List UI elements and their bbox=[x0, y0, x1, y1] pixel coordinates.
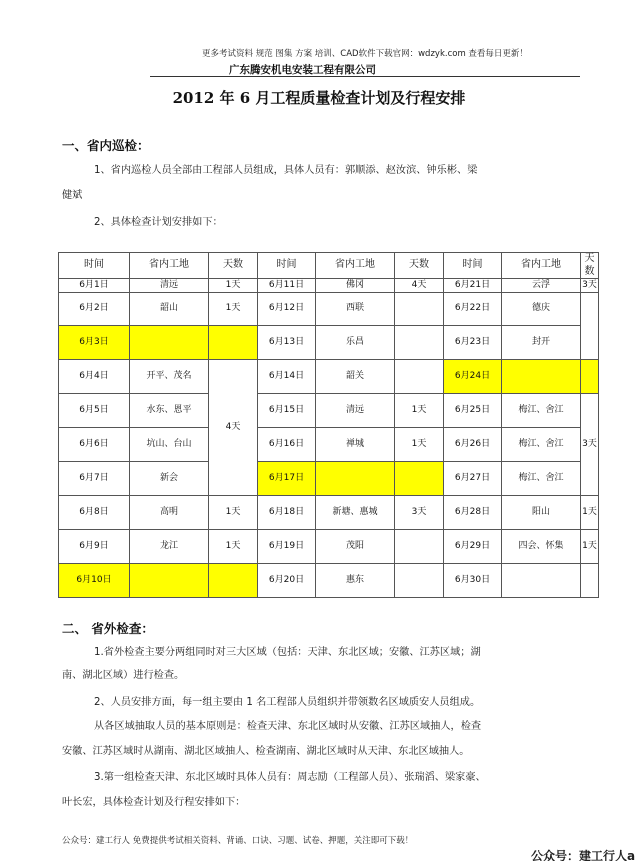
section1-para1-line1: 1、省内巡检人员全部由工程部人员组成，具体人员有：郭顺添、赵汝滨、钟乐彬、梁 bbox=[94, 165, 478, 176]
date-cell: 6月21日 bbox=[444, 279, 502, 293]
site-cell: 清远 bbox=[316, 394, 395, 428]
section2-para1-line2: 南、湖北区域）进行检查。 bbox=[62, 670, 185, 681]
days-cell: 1天 bbox=[581, 530, 599, 564]
days-cell bbox=[395, 326, 444, 360]
site-cell: 水东、恩平 bbox=[130, 394, 209, 428]
top-note: 更多考试资料 规范 图集 方案 培训、CAD软件下载官网：wdzyk.com 查看每日更新！ bbox=[202, 49, 528, 59]
date-cell: 6月14日 bbox=[258, 360, 316, 394]
days-cell: 3天 bbox=[581, 279, 599, 293]
site-cell: 坑山、台山 bbox=[130, 428, 209, 462]
date-cell-highlighted: 6月3日 bbox=[59, 326, 130, 360]
site-cell-highlighted bbox=[130, 564, 209, 598]
site-cell: 韶山 bbox=[130, 293, 209, 326]
site-cell: 阳山 bbox=[502, 496, 581, 530]
date-cell: 6月12日 bbox=[258, 293, 316, 326]
date-cell-highlighted: 6月10日 bbox=[59, 564, 130, 598]
site-cell: 德庆 bbox=[502, 293, 581, 326]
days-cell bbox=[581, 293, 599, 360]
header-cell: 天数 bbox=[581, 253, 599, 279]
site-cell: 龙江 bbox=[130, 530, 209, 564]
header-cell: 省内工地 bbox=[130, 253, 209, 279]
date-cell: 6月2日 bbox=[59, 293, 130, 326]
site-cell bbox=[502, 564, 581, 598]
site-cell-highlighted bbox=[130, 326, 209, 360]
days-cell: 4天 bbox=[209, 360, 258, 496]
date-cell: 6月4日 bbox=[59, 360, 130, 394]
date-cell: 6月19日 bbox=[258, 530, 316, 564]
days-cell-highlighted bbox=[395, 462, 444, 496]
days-cell bbox=[581, 564, 599, 598]
days-cell bbox=[395, 530, 444, 564]
header-cell: 时间 bbox=[444, 253, 502, 279]
site-cell: 惠东 bbox=[316, 564, 395, 598]
date-cell: 6月16日 bbox=[258, 428, 316, 462]
days-cell: 3天 bbox=[581, 394, 599, 496]
section2-heading: 二、 省外检查： bbox=[62, 621, 154, 636]
date-cell: 6月13日 bbox=[258, 326, 316, 360]
table-row bbox=[59, 326, 599, 360]
table-header-row bbox=[59, 253, 599, 279]
days-cell: 3天 bbox=[395, 496, 444, 530]
days-cell: 1天 bbox=[395, 394, 444, 428]
days-cell: 4天 bbox=[395, 279, 444, 293]
site-cell: 西联 bbox=[316, 293, 395, 326]
date-cell: 6月7日 bbox=[59, 462, 130, 496]
site-cell: 云浮 bbox=[502, 279, 581, 293]
table-row bbox=[59, 564, 599, 598]
date-cell-highlighted: 6月24日 bbox=[444, 360, 502, 394]
site-cell: 韶关 bbox=[316, 360, 395, 394]
section2-para1-line1: 1.省外检查主要分两组同时对三大区域（包括：天津、东北区域；安徽、江苏区域；湖 bbox=[94, 647, 481, 658]
table-row bbox=[59, 293, 599, 326]
date-cell: 6月8日 bbox=[59, 496, 130, 530]
days-cell: 1天 bbox=[209, 279, 258, 293]
table-row bbox=[59, 462, 599, 496]
header-rule bbox=[150, 76, 580, 77]
days-cell: 1天 bbox=[209, 293, 258, 326]
date-cell: 6月11日 bbox=[258, 279, 316, 293]
date-cell: 6月26日 bbox=[444, 428, 502, 462]
date-cell: 6月20日 bbox=[258, 564, 316, 598]
date-cell: 6月30日 bbox=[444, 564, 502, 598]
section1-para2: 2、具体检查计划安排如下： bbox=[94, 217, 223, 228]
date-cell: 6月18日 bbox=[258, 496, 316, 530]
date-cell: 6月27日 bbox=[444, 462, 502, 496]
section2-para2: 2、人员安排方面，每一组主要由 1 名工程部人员组织并带领数名区域质安人员组成。 bbox=[94, 697, 481, 708]
date-cell: 6月5日 bbox=[59, 394, 130, 428]
days-cell-highlighted bbox=[209, 564, 258, 598]
site-cell: 开平、茂名 bbox=[130, 360, 209, 394]
site-cell: 清远 bbox=[130, 279, 209, 293]
section1-para1-line2: 健斌 bbox=[62, 190, 83, 201]
page-title: 2012 年 6 月工程质量检查计划及行程安排 bbox=[172, 89, 466, 107]
site-cell: 四会、怀集 bbox=[502, 530, 581, 564]
site-cell-highlighted bbox=[502, 360, 581, 394]
days-cell: 1天 bbox=[395, 428, 444, 462]
site-cell: 佛冈 bbox=[316, 279, 395, 293]
site-cell: 乐昌 bbox=[316, 326, 395, 360]
site-cell-highlighted bbox=[316, 462, 395, 496]
site-cell: 禅城 bbox=[316, 428, 395, 462]
header-cell: 时间 bbox=[59, 253, 130, 279]
site-cell: 新塘、惠城 bbox=[316, 496, 395, 530]
section2-para3-line2: 安徽、江苏区域时从湖南、湖北区域抽人、检查湖南、湖北区域时从天津、东北区域抽人。 bbox=[62, 746, 470, 757]
table-row bbox=[59, 360, 599, 394]
date-cell: 6月22日 bbox=[444, 293, 502, 326]
section1-heading: 一、省内巡检： bbox=[62, 138, 150, 153]
section2-para4-line2: 叶长宏，具体检查计划及行程安排如下： bbox=[62, 797, 246, 808]
date-cell: 6月9日 bbox=[59, 530, 130, 564]
days-cell-highlighted bbox=[209, 326, 258, 360]
site-cell: 梅江、舍江 bbox=[502, 428, 581, 462]
site-cell: 封开 bbox=[502, 326, 581, 360]
days-cell: 1天 bbox=[581, 496, 599, 530]
date-cell: 6月6日 bbox=[59, 428, 130, 462]
date-cell: 6月25日 bbox=[444, 394, 502, 428]
site-cell: 高明 bbox=[130, 496, 209, 530]
site-cell: 梅江、舍江 bbox=[502, 394, 581, 428]
date-cell: 6月15日 bbox=[258, 394, 316, 428]
footer-note: 公众号：建工行人 免费提供考试相关资料、背诵、口诀、习题、试卷、押题，关注即可下载！ bbox=[62, 836, 414, 846]
date-cell: 6月28日 bbox=[444, 496, 502, 530]
table-row bbox=[59, 530, 599, 564]
site-cell: 新会 bbox=[130, 462, 209, 496]
header-cell: 时间 bbox=[258, 253, 316, 279]
days-cell: 1天 bbox=[209, 530, 258, 564]
table-row bbox=[59, 279, 599, 293]
header-cell: 省内工地 bbox=[502, 253, 581, 279]
days-cell: 1天 bbox=[209, 496, 258, 530]
section2-para3-line1: 从各区域抽取人员的基本原则是：检查天津、东北区域时从安徽、江苏区域抽人，检查 bbox=[94, 721, 482, 732]
header-cell: 省内工地 bbox=[316, 253, 395, 279]
company-name: 广东腾安机电安装工程有限公司 bbox=[229, 64, 376, 76]
site-cell: 茂阳 bbox=[316, 530, 395, 564]
days-cell bbox=[395, 360, 444, 394]
date-cell: 6月23日 bbox=[444, 326, 502, 360]
date-cell: 6月1日 bbox=[59, 279, 130, 293]
days-cell bbox=[395, 564, 444, 598]
days-cell bbox=[395, 293, 444, 326]
watermark: 公众号：建工行人a bbox=[531, 849, 636, 861]
table-row bbox=[59, 394, 599, 428]
table-row bbox=[59, 496, 599, 530]
site-cell: 梅江、舍江 bbox=[502, 462, 581, 496]
date-cell: 6月29日 bbox=[444, 530, 502, 564]
date-cell-highlighted: 6月17日 bbox=[258, 462, 316, 496]
header-cell: 天数 bbox=[395, 253, 444, 279]
schedule-table bbox=[58, 252, 599, 598]
days-cell-highlighted bbox=[581, 360, 599, 394]
table-row bbox=[59, 428, 599, 462]
header-cell: 天数 bbox=[209, 253, 258, 279]
section2-para4-line1: 3.第一组检查天津、东北区域时具体人员有：周志励（工程部人员）、张瑞滔、梁家豪、 bbox=[94, 772, 486, 783]
